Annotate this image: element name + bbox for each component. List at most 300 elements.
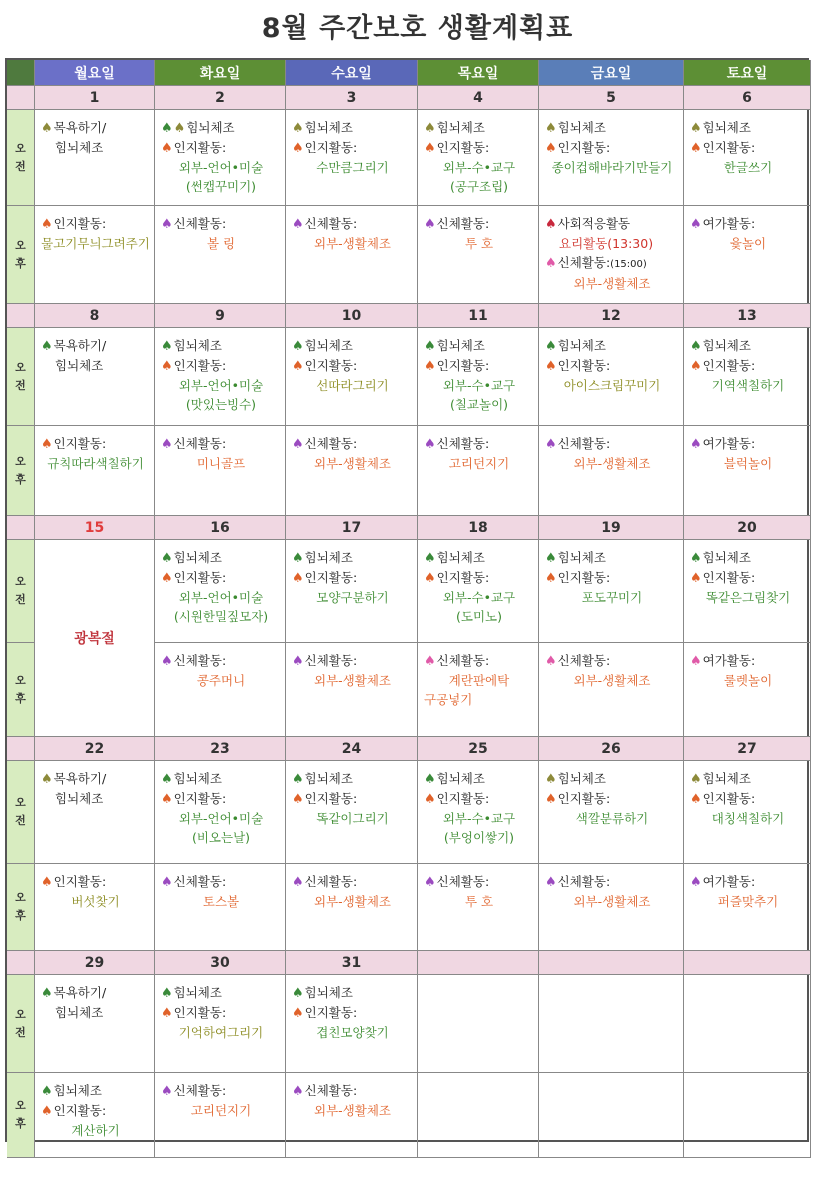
schedule-cell bbox=[418, 110, 539, 206]
activity-detail: 볼 링 bbox=[206, 236, 236, 251]
side-char: 전 bbox=[15, 593, 26, 606]
activity-line bbox=[161, 983, 281, 1003]
spade-icon: ♠ bbox=[292, 359, 304, 374]
activity-line bbox=[161, 434, 281, 454]
spade-icon: ♠ bbox=[161, 986, 173, 1001]
schedule-cell bbox=[35, 426, 155, 516]
date-cell: 10 bbox=[286, 304, 418, 328]
date-cell: 22 bbox=[35, 737, 155, 761]
activity-line bbox=[161, 356, 281, 376]
spade-icon: ♠ bbox=[690, 141, 702, 156]
activity-line bbox=[292, 1081, 413, 1101]
spade-icon: ♠ bbox=[292, 1006, 304, 1021]
date-cell: 30 bbox=[155, 951, 286, 975]
activity-detail: 규칙따라색칠하기 bbox=[47, 456, 144, 471]
activity-detail: 고리던지기 bbox=[448, 456, 510, 471]
activity-label: 신체활동: bbox=[557, 874, 611, 889]
activity-line bbox=[41, 1081, 150, 1101]
schedule-cell bbox=[155, 426, 286, 516]
spade-icon: ♠ bbox=[545, 437, 557, 452]
activity-line bbox=[41, 769, 150, 789]
side-char: 오 bbox=[15, 575, 26, 588]
activity-label: 인지활동: bbox=[436, 358, 490, 373]
spade-icon: ♠ bbox=[424, 217, 436, 232]
activity-line bbox=[161, 1003, 281, 1023]
date-cell: 11 bbox=[418, 304, 539, 328]
spade-icon: ♠ bbox=[161, 437, 173, 452]
activity-label: 여가활동: bbox=[702, 216, 756, 231]
activity-detail: 한글쓰기 bbox=[723, 160, 773, 175]
activity-line bbox=[41, 214, 150, 234]
schedule-cell bbox=[418, 864, 539, 951]
date-row-side bbox=[7, 516, 35, 540]
activity-label: 힘뇌체조 bbox=[702, 338, 751, 353]
activity-detail: 룰렛놀이 bbox=[723, 673, 773, 688]
activity-label: 인지활동: bbox=[702, 358, 756, 373]
side-char: 오 bbox=[15, 673, 26, 687]
activity-line bbox=[41, 356, 150, 375]
activity-label: 목욕하기/ bbox=[53, 120, 107, 135]
activity-label: 인지활동: bbox=[436, 791, 490, 806]
activity-label: 목욕하기/ bbox=[53, 985, 107, 1000]
activity-line bbox=[424, 336, 534, 356]
spade-icon: ♠ bbox=[545, 792, 557, 807]
schedule-cell bbox=[684, 1073, 811, 1158]
schedule-cell bbox=[539, 975, 684, 1073]
activity-line bbox=[161, 872, 281, 892]
activity-label: 힘뇌체조 bbox=[186, 120, 235, 135]
spade-icon: ♠ bbox=[292, 792, 304, 807]
activity-detail: 미니골프 bbox=[196, 456, 246, 471]
activity-detail: 퍼즐맞추기 bbox=[717, 894, 779, 909]
activity-detail: 외부-수•교구 bbox=[442, 811, 516, 826]
activity-line bbox=[41, 336, 150, 356]
side-char: 후 bbox=[15, 472, 26, 486]
date-cell: 31 bbox=[286, 951, 418, 975]
activity-label: 신체활동: bbox=[304, 653, 358, 668]
activity-line bbox=[424, 789, 534, 809]
activity-line bbox=[690, 214, 806, 234]
date-cell: 27 bbox=[684, 737, 811, 761]
activity-detail: 아이스크림꾸미기 bbox=[563, 378, 661, 393]
date-cell: 25 bbox=[418, 737, 539, 761]
schedule-cell bbox=[539, 540, 684, 643]
activity-detail: 외부-생활체조 bbox=[573, 456, 651, 471]
schedule-cell bbox=[155, 1073, 286, 1158]
activity-line bbox=[292, 118, 413, 138]
activity-label: 인지활동: bbox=[557, 570, 611, 585]
spade-icon: ♠ bbox=[161, 1084, 173, 1099]
activity-line bbox=[690, 872, 806, 892]
spade-icon: ♠ bbox=[690, 792, 702, 807]
activity-line bbox=[545, 253, 679, 274]
activity-label: 힘뇌체조 bbox=[55, 1005, 104, 1020]
activity-detail: 외부-언어•미술 bbox=[178, 590, 264, 605]
spade-icon: ♠ bbox=[292, 571, 304, 586]
activity-line bbox=[690, 789, 806, 809]
activity-detail: 수만큼그리기 bbox=[316, 160, 389, 175]
activity-label: 힘뇌체조 bbox=[436, 338, 485, 353]
date-cell: 2 bbox=[155, 86, 286, 110]
schedule-cell bbox=[684, 206, 811, 304]
activity-line bbox=[424, 138, 534, 158]
activity-line bbox=[545, 118, 679, 138]
activity-line bbox=[161, 336, 281, 356]
afternoon-label bbox=[7, 426, 35, 516]
schedule-cell bbox=[35, 761, 155, 864]
activity-label: 인지활동: bbox=[304, 140, 358, 155]
activity-label: 인지활동: bbox=[557, 791, 611, 806]
activity-label: 힘뇌체조 bbox=[304, 338, 353, 353]
schedule-cell bbox=[539, 1073, 684, 1158]
spade-icon: ♠ bbox=[292, 141, 304, 156]
activity-time: (15:00) bbox=[610, 259, 647, 270]
schedule-cell bbox=[684, 864, 811, 951]
date-cell: 16 bbox=[155, 516, 286, 540]
activity-label: 인지활동: bbox=[304, 358, 358, 373]
activity-detail: 외부-생활체조 bbox=[573, 276, 651, 291]
spade-icon: ♠ bbox=[292, 437, 304, 452]
spade-icon: ♠ bbox=[690, 875, 702, 890]
activity-label: 목욕하기/ bbox=[53, 338, 107, 353]
schedule-cell bbox=[286, 761, 418, 864]
activity-line bbox=[292, 138, 413, 158]
activity-line bbox=[292, 568, 413, 588]
spade-icon: ♠ bbox=[41, 121, 53, 136]
activity-detail: (부엉이쌓기) bbox=[443, 830, 515, 845]
activity-label: 힘뇌체조 bbox=[55, 791, 104, 806]
spade-icon: ♠ bbox=[161, 654, 173, 669]
activity-detail: 물고기무늬그려주기 bbox=[41, 236, 150, 251]
spade-icon: ♠ bbox=[690, 339, 702, 354]
morning-label bbox=[7, 110, 35, 206]
activity-line bbox=[690, 118, 806, 138]
activity-line bbox=[545, 234, 679, 253]
schedule-cell bbox=[286, 206, 418, 304]
activity-detail: 계산하기 bbox=[71, 1123, 120, 1138]
schedule-cell bbox=[684, 761, 811, 864]
date-cell: 18 bbox=[418, 516, 539, 540]
schedule-cell bbox=[418, 426, 539, 516]
activity-line bbox=[292, 548, 413, 568]
date-cell: 1 bbox=[35, 86, 155, 110]
date-cell: 19 bbox=[539, 516, 684, 540]
activity-line bbox=[424, 872, 534, 892]
spade-icon: ♠ bbox=[424, 654, 436, 669]
spade-icon: ♠ bbox=[292, 772, 304, 787]
date-cell: 13 bbox=[684, 304, 811, 328]
spade-icon: ♠ bbox=[690, 359, 702, 374]
activity-label: 신체활동: bbox=[304, 436, 358, 451]
activity-line bbox=[161, 548, 281, 568]
schedule-cell bbox=[539, 426, 684, 516]
activity-line bbox=[545, 336, 679, 356]
activity-line bbox=[690, 651, 806, 671]
activity-detail: 외부-생활체조 bbox=[573, 894, 651, 909]
activity-label: 인지활동: bbox=[173, 1005, 227, 1020]
activity-line bbox=[41, 434, 150, 454]
activity-detail: 콩주머니 bbox=[196, 673, 246, 688]
spade-icon: ♠ bbox=[41, 1104, 53, 1119]
side-char: 후 bbox=[15, 691, 26, 705]
activity-label: 힘뇌체조 bbox=[436, 771, 485, 786]
spade-icon: ♠ bbox=[424, 772, 436, 787]
activity-detail: 종이컵해바라기만들기 bbox=[551, 160, 673, 175]
day-header: 월요일 bbox=[35, 60, 155, 86]
date-cell: 20 bbox=[684, 516, 811, 540]
spade-icon: ♠ bbox=[41, 875, 53, 890]
spade-icon: ♠ bbox=[161, 551, 173, 566]
side-char: 후 bbox=[15, 909, 26, 922]
schedule-cell bbox=[286, 643, 418, 737]
schedule-cell bbox=[418, 540, 539, 643]
activity-label: 힘뇌체조 bbox=[557, 120, 606, 135]
activity-line bbox=[292, 789, 413, 809]
spade-icon: ♠ bbox=[545, 772, 557, 787]
spade-icon: ♠ bbox=[545, 551, 557, 566]
activity-line bbox=[424, 214, 534, 234]
morning-label bbox=[7, 328, 35, 426]
spade-icon: ♠ bbox=[424, 359, 436, 374]
date-cell: 17 bbox=[286, 516, 418, 540]
schedule-cell bbox=[35, 110, 155, 206]
activity-line bbox=[161, 789, 281, 809]
spade-icon: ♠ bbox=[292, 986, 304, 1001]
schedule-cell bbox=[418, 1073, 539, 1158]
schedule-cell bbox=[286, 426, 418, 516]
schedule-cell bbox=[35, 328, 155, 426]
spade-icon: ♠ bbox=[41, 437, 53, 452]
activity-label: 인지활동: bbox=[702, 140, 756, 155]
activity-label: 여가활동: bbox=[702, 653, 756, 668]
activity-label: 인지활동: bbox=[53, 216, 107, 231]
schedule-cell bbox=[286, 110, 418, 206]
schedule-cell bbox=[539, 643, 684, 737]
spade-icon: ♠ bbox=[424, 875, 436, 890]
page-title: 8월 주간보호 생활계획표 bbox=[261, 13, 574, 44]
schedule-cell bbox=[155, 110, 286, 206]
activity-label: 힘뇌체조 bbox=[173, 771, 222, 786]
day-header: 금요일 bbox=[539, 60, 684, 86]
spade-icon: ♠ bbox=[41, 986, 53, 1001]
activity-detail: 외부-언어•미술 bbox=[178, 811, 264, 826]
activity-line bbox=[545, 548, 679, 568]
schedule-cell bbox=[418, 206, 539, 304]
date-cell: 8 bbox=[35, 304, 155, 328]
date-cell: 23 bbox=[155, 737, 286, 761]
activity-detail: 포도꾸미기 bbox=[581, 590, 643, 605]
spade-icon: ♠ bbox=[545, 359, 557, 374]
schedule-cell bbox=[155, 540, 286, 643]
date-cell: 15 bbox=[35, 516, 155, 540]
activity-label: 신체활동: bbox=[436, 653, 490, 668]
activity-line bbox=[690, 568, 806, 588]
activity-line bbox=[292, 872, 413, 892]
date-cell bbox=[684, 951, 811, 975]
schedule-cell bbox=[539, 110, 684, 206]
header-corner bbox=[7, 60, 35, 86]
spade-icon: ♠ bbox=[41, 217, 53, 232]
side-char: 오 bbox=[15, 891, 26, 904]
activity-label: 신체활동: bbox=[436, 874, 490, 889]
activity-label: 힘뇌체조 bbox=[436, 550, 485, 565]
activity-line bbox=[690, 356, 806, 376]
spade-icon: ♠ bbox=[545, 875, 557, 890]
spade-icon: ♠ bbox=[690, 571, 702, 586]
spade-icon: ♠ bbox=[690, 121, 702, 136]
activity-line bbox=[292, 214, 413, 234]
side-char: 오 bbox=[15, 238, 26, 252]
date-row-side bbox=[7, 86, 35, 110]
activity-line bbox=[690, 548, 806, 568]
activity-label: 힘뇌체조 bbox=[702, 550, 751, 565]
activity-line bbox=[424, 769, 534, 789]
activity-detail: 외부-생활체조 bbox=[573, 673, 651, 688]
activity-label: 인지활동: bbox=[173, 358, 227, 373]
activity-detail: (공구조립) bbox=[449, 179, 509, 194]
activity-line bbox=[161, 214, 281, 234]
activity-detail: 윷놀이 bbox=[729, 236, 767, 251]
schedule-cell bbox=[35, 206, 155, 304]
activity-line bbox=[41, 872, 150, 892]
activity-label: 인지활동: bbox=[173, 140, 227, 155]
activity-label: 신체활동: bbox=[173, 653, 227, 668]
date-cell: 6 bbox=[684, 86, 811, 110]
activity-label: 힘뇌체조 bbox=[702, 771, 751, 786]
activity-detail: 외부-생활체조 bbox=[314, 894, 391, 909]
schedule-cell bbox=[286, 1073, 418, 1158]
side-char: 오 bbox=[15, 796, 26, 809]
activity-label: 신체활동: bbox=[557, 436, 611, 451]
activity-line bbox=[41, 983, 150, 1003]
spade-icon: ♠ bbox=[161, 792, 173, 807]
day-header: 화요일 bbox=[155, 60, 286, 86]
activity-line bbox=[41, 118, 150, 138]
spade-icon: ♠ bbox=[545, 217, 557, 232]
activity-label: 요리활동(13:30) bbox=[559, 236, 654, 251]
activity-label: 힘뇌체조 bbox=[304, 550, 353, 565]
holiday-cell bbox=[35, 540, 155, 737]
schedule-cell bbox=[539, 761, 684, 864]
activity-label: 힘뇌체조 bbox=[304, 985, 353, 1000]
date-row-side bbox=[7, 951, 35, 975]
date-cell: 26 bbox=[539, 737, 684, 761]
activity-detail: (썬캡꾸미기) bbox=[185, 179, 257, 194]
activity-label: 힘뇌체조 bbox=[557, 338, 606, 353]
side-char: 후 bbox=[15, 1117, 26, 1130]
spade-icon: ♠ bbox=[161, 571, 173, 586]
date-cell: 24 bbox=[286, 737, 418, 761]
activity-line bbox=[292, 651, 413, 671]
activity-detail: (맛있는빙수) bbox=[185, 397, 257, 412]
activity-label: 힘뇌체조 bbox=[304, 771, 353, 786]
activity-label: 힘뇌체조 bbox=[173, 985, 222, 1000]
schedule-cell bbox=[684, 643, 811, 737]
activity-label: 인지활동: bbox=[173, 570, 227, 585]
activity-label: 신체활동: bbox=[436, 216, 490, 231]
schedule-cell bbox=[286, 975, 418, 1073]
activity-label: 인지활동: bbox=[702, 791, 756, 806]
schedule-cell bbox=[684, 110, 811, 206]
activity-label: 인지활동: bbox=[304, 791, 358, 806]
activity-label: 신체활동: bbox=[173, 874, 227, 889]
activity-line bbox=[545, 568, 679, 588]
activity-detail: 색깔분류하기 bbox=[575, 811, 649, 826]
activity-label: 목욕하기/ bbox=[53, 771, 107, 786]
spade-icon: ♠ bbox=[173, 121, 186, 136]
activity-detail: (도미노) bbox=[456, 609, 502, 624]
activity-label: 인지활동: bbox=[702, 570, 756, 585]
side-char: 오 bbox=[15, 1007, 26, 1021]
activity-label: 힘뇌체조 bbox=[436, 120, 485, 135]
schedule-cell bbox=[155, 975, 286, 1073]
activity-detail: (비오는날) bbox=[191, 830, 251, 845]
day-header: 수요일 bbox=[286, 60, 418, 86]
activity-line bbox=[545, 434, 679, 454]
spade-icon: ♠ bbox=[41, 1084, 53, 1099]
activity-line bbox=[690, 138, 806, 158]
day-header: 목요일 bbox=[418, 60, 539, 86]
activity-detail: 계란판에탁 bbox=[448, 673, 510, 688]
date-cell: 3 bbox=[286, 86, 418, 110]
side-char: 오 bbox=[15, 141, 26, 155]
activity-label: 여가활동: bbox=[702, 874, 756, 889]
spade-icon: ♠ bbox=[545, 256, 557, 271]
activity-line bbox=[545, 872, 679, 892]
activity-label: 힘뇌체조 bbox=[557, 550, 606, 565]
activity-detail: 외부-수•교구 bbox=[442, 590, 516, 605]
activity-line bbox=[424, 651, 534, 671]
activity-line bbox=[545, 138, 679, 158]
spade-icon: ♠ bbox=[690, 654, 702, 669]
spade-icon: ♠ bbox=[424, 571, 436, 586]
spade-icon: ♠ bbox=[161, 875, 173, 890]
activity-label: 인지활동: bbox=[557, 140, 611, 155]
spade-icon: ♠ bbox=[424, 437, 436, 452]
side-char: 오 bbox=[15, 360, 26, 374]
spade-icon: ♠ bbox=[545, 571, 557, 586]
spade-icon: ♠ bbox=[161, 141, 173, 156]
date-cell: 29 bbox=[35, 951, 155, 975]
activity-detail: 버섯찾기 bbox=[71, 894, 120, 909]
spade-icon: ♠ bbox=[161, 217, 173, 232]
activity-label: 힘뇌체조 bbox=[173, 338, 222, 353]
side-char: 전 bbox=[15, 1025, 26, 1039]
activity-line bbox=[690, 434, 806, 454]
spade-icon: ♠ bbox=[161, 359, 173, 374]
schedule-cell bbox=[418, 643, 539, 737]
schedule-cell bbox=[286, 540, 418, 643]
spade-icon: ♠ bbox=[545, 141, 557, 156]
spade-icon: ♠ bbox=[690, 437, 702, 452]
activity-line bbox=[424, 118, 534, 138]
activity-line bbox=[41, 1101, 150, 1121]
spade-icon: ♠ bbox=[424, 141, 436, 156]
activity-line bbox=[545, 214, 679, 234]
schedule-cell bbox=[35, 864, 155, 951]
activity-label: 신체활동: bbox=[557, 653, 611, 668]
activity-detail: 외부-생활체조 bbox=[314, 236, 391, 251]
date-cell: 12 bbox=[539, 304, 684, 328]
activity-line bbox=[545, 356, 679, 376]
activity-detail: 투 호 bbox=[464, 236, 494, 251]
spade-icon: ♠ bbox=[292, 1084, 304, 1099]
date-cell: 9 bbox=[155, 304, 286, 328]
activity-line bbox=[161, 769, 281, 789]
activity-label: 인지활동: bbox=[304, 1005, 358, 1020]
activity-label: 힘뇌체조 bbox=[55, 358, 104, 373]
activity-label: 힘뇌체조 bbox=[557, 771, 606, 786]
